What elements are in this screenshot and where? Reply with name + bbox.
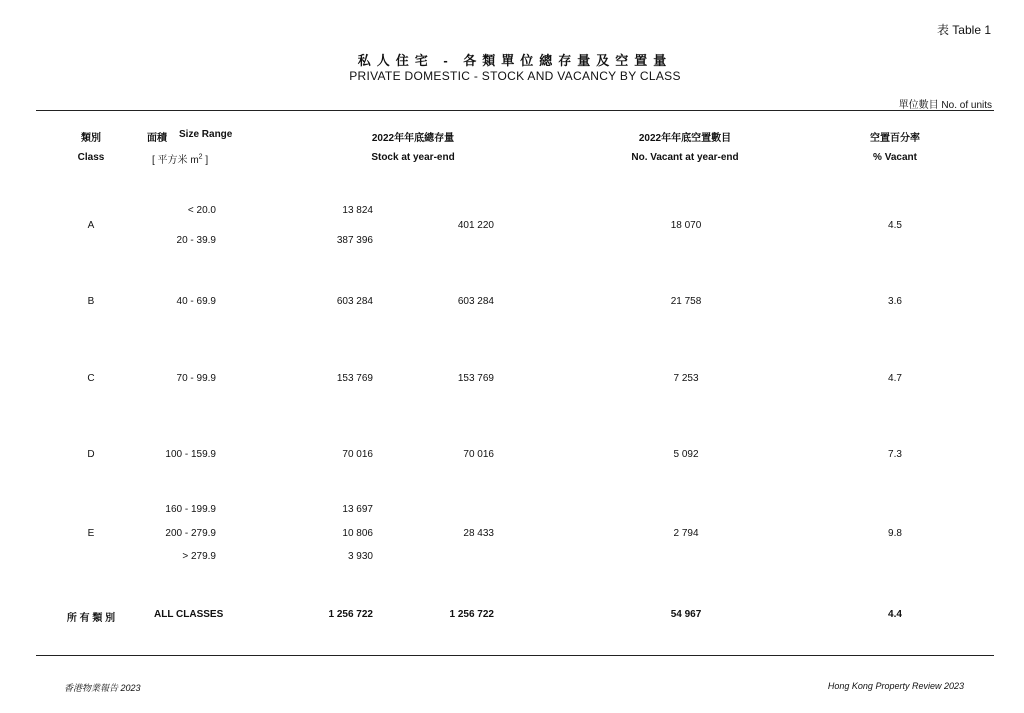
header-size-zh: 面積 — [147, 133, 167, 144]
row-b-pct: 3.6 — [888, 296, 902, 307]
header-pct-zh: 空置百分率 — [870, 133, 920, 144]
all-classes-en: ALL CLASSES — [154, 609, 224, 620]
row-e-size-2: 200 - 279.9 — [165, 528, 216, 539]
unit-label: 單位數目 No. of units — [898, 100, 992, 111]
row-e-pct: 9.8 — [888, 528, 902, 539]
table-number: 表 Table 1 — [936, 23, 991, 37]
row-d-size-1: 100 - 159.9 — [165, 449, 216, 460]
footer-right: Hong Kong Property Review 2023 — [827, 681, 964, 691]
row-c-pct: 4.7 — [888, 373, 902, 384]
all-classes-zh: 所 有 類 別 — [66, 613, 116, 624]
row-d-class: D — [87, 449, 95, 460]
row-b-total: 603 284 — [457, 296, 494, 307]
row-c-size-1: 70 - 99.9 — [176, 373, 216, 384]
all-classes-stock: 1 256 722 — [328, 609, 373, 620]
row-c-class: C — [87, 373, 95, 384]
row-a-vacant: 18 070 — [670, 220, 702, 231]
row-e-vacant: 2 794 — [673, 528, 699, 539]
row-a-size-1: < 20.0 — [187, 205, 216, 216]
header-class-en: Class — [77, 152, 105, 163]
row-b-vacant: 21 758 — [670, 296, 702, 307]
header-size-unit — [152, 151, 208, 166]
row-e-stock-1: 13 697 — [342, 504, 373, 515]
row-e-total: 28 433 — [463, 528, 494, 539]
row-c-total: 153 769 — [457, 373, 494, 384]
header-class-zh: 類別 — [81, 133, 101, 144]
header-pct-en: % Vacant — [873, 152, 917, 163]
row-e-class: E — [87, 528, 95, 539]
top-rule — [36, 110, 994, 111]
title-english: PRIVATE DOMESTIC - STOCK AND VACANCY BY CLASS — [349, 69, 681, 83]
all-classes-total: 1 256 722 — [449, 609, 494, 620]
row-b-size-1: 40 - 69.9 — [176, 296, 216, 307]
row-e-size-3: > 279.9 — [182, 551, 216, 562]
row-a-class: A — [87, 220, 95, 231]
footer-left: 香港物業報告 2023 — [64, 683, 141, 693]
row-a-pct: 4.5 — [888, 220, 902, 231]
bottom-rule — [36, 655, 994, 656]
header-stock-en: Stock at year-end — [371, 152, 455, 163]
row-e-size-1: 160 - 199.9 — [165, 504, 216, 515]
all-classes-pct: 4.4 — [888, 609, 902, 620]
size-unit-text: [ 平方米 m — [152, 155, 199, 166]
row-d-vacant: 5 092 — [673, 449, 699, 460]
row-d-pct: 7.3 — [888, 449, 902, 460]
size-unit-sup: 2 — [198, 153, 203, 161]
header-vacant-zh: 2022年年底空置數目 — [638, 133, 732, 144]
size-unit-close: ] — [202, 155, 209, 166]
all-classes-vacant: 54 967 — [670, 609, 702, 620]
row-a-stock-2: 387 396 — [336, 235, 373, 246]
row-d-total: 70 016 — [463, 449, 494, 460]
row-a-size-2: 20 - 39.9 — [176, 235, 216, 246]
row-a-total: 401 220 — [457, 220, 494, 231]
row-e-stock-3: 3 930 — [347, 551, 373, 562]
row-b-stock-1: 603 284 — [336, 296, 373, 307]
title-chinese: 私人住宅 - 各類單位總存量及空置量 — [357, 53, 673, 68]
row-e-stock-2: 10 806 — [342, 528, 373, 539]
row-b-class: B — [87, 296, 95, 307]
row-a-stock-1: 13 824 — [342, 205, 373, 216]
header-stock-zh: 2022年年底總存量 — [371, 133, 455, 144]
header-vacant-en: No. Vacant at year-end — [631, 152, 739, 163]
row-c-stock-1: 153 769 — [336, 373, 373, 384]
row-d-stock-1: 70 016 — [342, 449, 373, 460]
header-size-en: Size Range — [179, 129, 233, 140]
row-c-vacant: 7 253 — [673, 373, 699, 384]
